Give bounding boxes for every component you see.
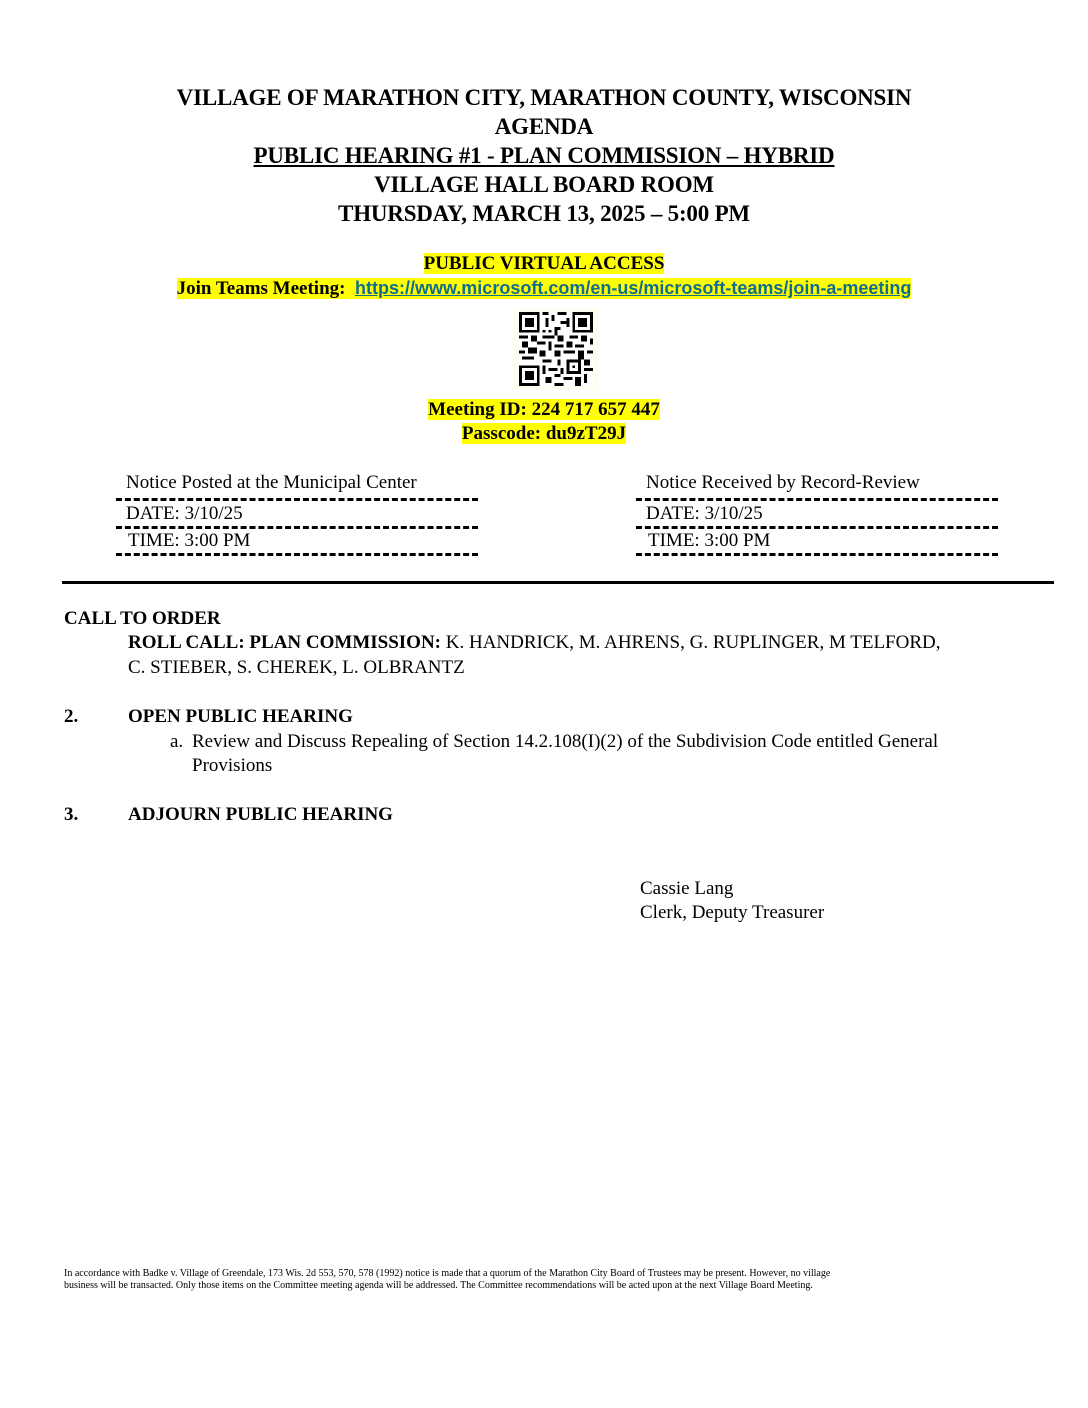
- doc-title-municipality: VILLAGE OF MARATHON CITY, MARATHON COUNTY, WISCONSIN: [176, 85, 912, 110]
- sub-item-text-cont: Provisions: [192, 755, 273, 776]
- join-teams-link[interactable]: https://www.microsoft.com/en-us/microsoft-teams/join-a-meeting: [354, 278, 912, 298]
- qr-code-container: [514, 309, 598, 389]
- doc-title-location: VILLAGE HALL BOARD ROOM: [374, 172, 714, 197]
- sub-item-letter: a.: [170, 731, 184, 752]
- doc-title-hearing-wrap: [0, 142, 1088, 170]
- notice-divider: [636, 553, 998, 556]
- notice-divider: [116, 526, 478, 529]
- notice-received-time: TIME: 3:00 PM: [648, 530, 771, 551]
- roll-call-label: ROLL CALL: PLAN COMMISSION:: [128, 632, 441, 653]
- virtual-access-title: PUBLIC VIRTUAL ACCESS: [423, 253, 665, 274]
- notice-divider: [636, 498, 998, 501]
- roll-call-names: K. HANDRICK, M. AHRENS, G. RUPLINGER, M TELFORD,: [445, 632, 941, 653]
- virtual-access-title-wrap: [0, 252, 1088, 276]
- call-to-order: CALL TO ORDER: [64, 608, 221, 629]
- notice-divider: [636, 526, 998, 529]
- sub-item-text: Review and Discuss Repealing of Section 14.2.108(I)(2) of the Subdivision Code entitled General: [192, 731, 939, 752]
- agenda-item-title: OPEN PUBLIC HEARING: [128, 706, 353, 727]
- signature-name: Cassie Lang: [640, 878, 734, 899]
- notice-posted-title: Notice Posted at the Municipal Center: [126, 472, 417, 493]
- notice-received-date: DATE: 3/10/25: [646, 503, 763, 524]
- legal-footer: [64, 1268, 1034, 1292]
- doc-title-datetime: THURSDAY, MARCH 13, 2025 – 5:00 PM: [338, 201, 750, 226]
- legal-footer-line2: business will be transacted. Only those items on the Committee meeting agenda will be addressed. The Committee recommendations will be acted upon at the next Village Board Meeting.: [64, 1280, 813, 1291]
- join-teams-highlight: [177, 278, 912, 299]
- agenda-item-number: 2.: [64, 706, 79, 727]
- passcode: Passcode: du9zT29J: [461, 423, 627, 444]
- passcode-row: [0, 422, 1088, 446]
- roll-call-line1: [128, 631, 941, 655]
- agenda-item-title: ADJOURN PUBLIC HEARING: [128, 804, 393, 825]
- qr-code-icon: [519, 312, 593, 386]
- notice-divider: [116, 553, 478, 556]
- meeting-id: Meeting ID: 224 717 657 447: [428, 399, 660, 420]
- roll-call-names-cont: C. STIEBER, S. CHEREK, L. OLBRANTZ: [128, 657, 465, 678]
- notice-received-block: [636, 472, 998, 556]
- join-teams-label: Join Teams Meeting:: [176, 278, 346, 299]
- notice-posted-block: [116, 472, 478, 556]
- notice-posted-time: TIME: 3:00 PM: [128, 530, 251, 551]
- doc-title-hearing: PUBLIC HEARING #1 - PLAN COMMISSION – HYBRID: [253, 143, 835, 168]
- notice-posted-date: DATE: 3/10/25: [126, 503, 243, 524]
- section-divider: [62, 581, 1054, 584]
- legal-footer-line1: In accordance with Badke v. Village of Greendale, 173 Wis. 2d 553, 570, 578 (1992) notice is made that a quorum of the Marathon City Board of Trustees may be present. However, no village: [64, 1268, 831, 1279]
- join-teams-row: [0, 276, 1088, 301]
- meeting-id-row: [0, 398, 1088, 422]
- notice-divider: [116, 498, 478, 501]
- notice-received-title: Notice Received by Record-Review: [646, 472, 920, 493]
- signature-title: Clerk, Deputy Treasurer: [640, 902, 825, 923]
- agenda-item-number: 3.: [64, 804, 79, 825]
- doc-title-agenda: AGENDA: [494, 114, 594, 139]
